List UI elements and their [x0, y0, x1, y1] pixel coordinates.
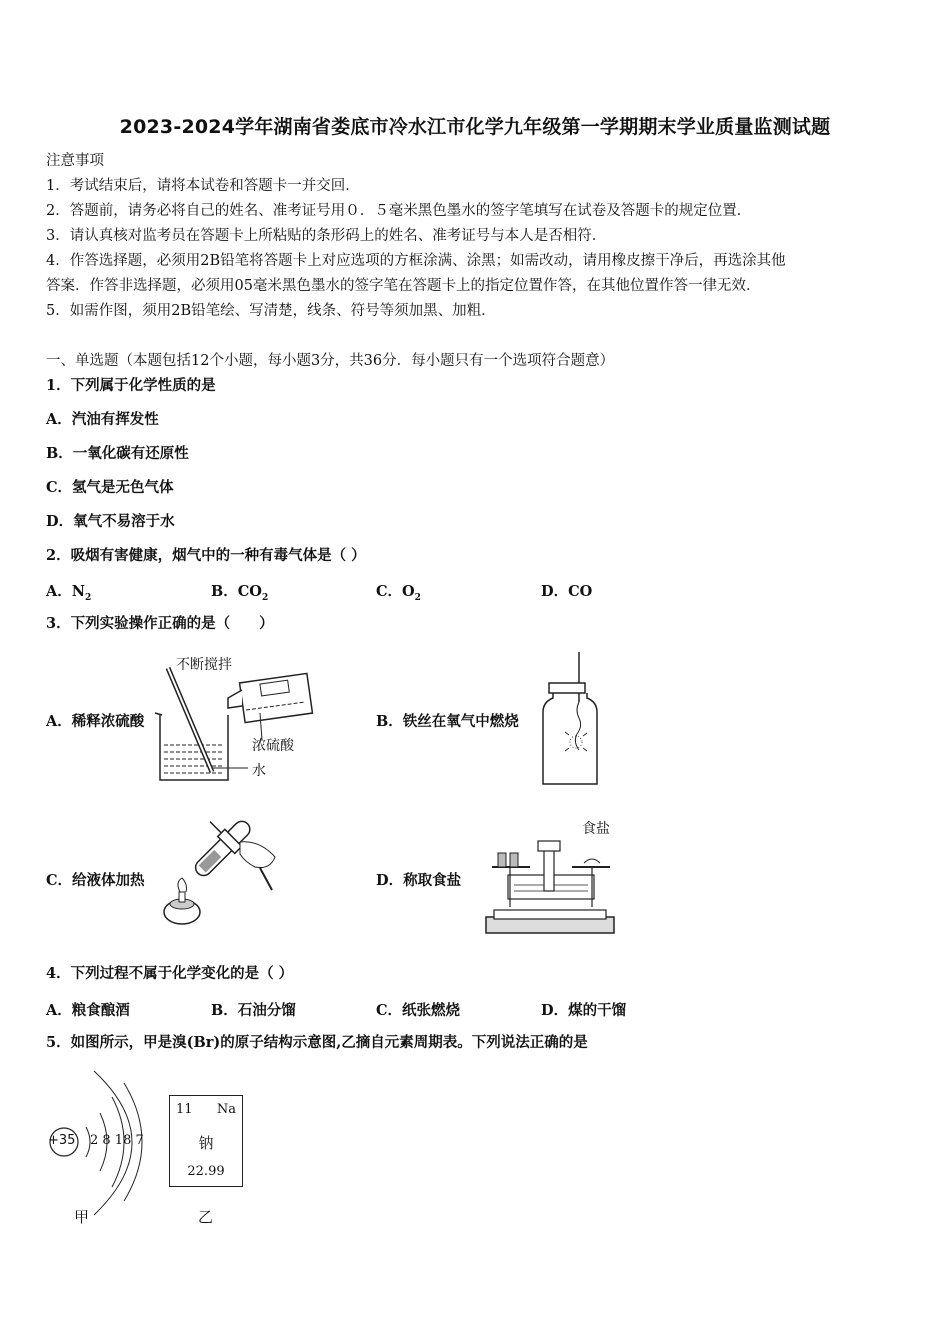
- acid-label: 浓硫酸: [252, 738, 294, 754]
- page-title: 2023-2024学年湖南省娄底市冷水江市化学九年级第一学期期末学业质量监测试题: [119, 116, 831, 138]
- q2-option-d: D．CO: [541, 583, 593, 600]
- q4-option-c: C．纸张燃烧: [376, 1002, 461, 1019]
- q2-option-a: A．$N_2$: [46, 583, 92, 603]
- atomic-mass: 22.99: [187, 1164, 225, 1179]
- q4-option-d: D．煤的干馏: [541, 1002, 627, 1019]
- q1-option-d: D．氧气不易溶于水: [46, 513, 175, 530]
- notice-item: 2．答题前，请务必将自己的姓名、准考证号用０．５毫米黑色墨水的签字笔填写在试卷及答题卡的规定位置．: [46, 203, 752, 219]
- iron-burning-figure: [535, 650, 605, 790]
- q2-option-c: C．$O_2$: [376, 583, 421, 603]
- question-1-stem: 1．下列属于化学性质的是: [46, 377, 216, 394]
- q1-option-b: B．一氧化碳有还原性: [46, 445, 189, 462]
- notice-item: 1．考试结束后，请将本试卷和答题卡一并交回．: [46, 178, 360, 194]
- notice-item: 3．请认真核对监考员在答题卡上所粘贴的条形码上的姓名、准考证号与本人是否相符．: [46, 228, 607, 244]
- question-3-stem: 3．下列实验操作正确的是（ ）: [46, 615, 274, 632]
- q1-option-c: C．氢气是无色气体: [46, 479, 174, 496]
- element-name: 钠: [198, 1134, 214, 1152]
- question-2-stem: 2．吸烟有害健康，烟气中的一种有毒气体是（ ）: [46, 547, 366, 564]
- label-yi: 乙: [198, 1208, 214, 1226]
- element-cell: [169, 1095, 243, 1187]
- notice-item: 4．作答选择题，必须用2B铅笔将答题卡上对应选项的方框涂满、涂黑；如需改动，请用橡皮擦干净后，再选涂其他: [46, 253, 786, 269]
- notice-heading: 注意事项: [46, 153, 104, 169]
- q3-option-b: B．铁丝在氧气中燃烧: [376, 713, 519, 730]
- stir-label: 不断搅拌: [176, 657, 232, 673]
- section-heading: 一、单选题（本题包括12个小题，每小题3分，共36分．每小题只有一个选项符合题意）: [46, 353, 615, 369]
- q4-option-a: A．粮食酿酒: [46, 1002, 130, 1019]
- notice-item: 答案．作答非选择题，必须用05毫米黑色墨水的签字笔在答题卡上的指定位置作答，在其他位置作答一律无效．: [46, 278, 761, 294]
- electron-shells: 2 8 18 7: [90, 1133, 144, 1148]
- label-jia: 甲: [74, 1208, 90, 1226]
- q4-option-b: B．石油分馏: [211, 1002, 296, 1019]
- notice-item: 5．如需作图，须用2B铅笔绘、写清楚，线条、符号等须加黑、加粗．: [46, 303, 496, 319]
- q3-option-d: D．称取食盐: [376, 872, 462, 889]
- nucleus-charge: +35: [48, 1133, 76, 1148]
- question-4-stem: 4．下列过程不属于化学变化的是（ ）: [46, 965, 294, 982]
- water-label: 水: [252, 763, 266, 779]
- question-5-stem: 5．如图所示，甲是溴(Br)的原子结构示意图,乙摘自元素周期表。下列说法正确的是: [46, 1034, 588, 1051]
- atomic-number: 11: [176, 1102, 193, 1117]
- q3-option-a: A．稀释浓硫酸: [46, 713, 145, 730]
- element-symbol: Na: [216, 1102, 236, 1117]
- q2-option-b: B．$CO_2$: [211, 583, 269, 603]
- q3-option-c: C．给液体加热: [46, 872, 145, 889]
- salt-label: 食盐: [582, 821, 610, 837]
- heating-liquid-figure: [160, 812, 285, 932]
- q1-option-a: A．汽油有挥发性: [46, 411, 159, 428]
